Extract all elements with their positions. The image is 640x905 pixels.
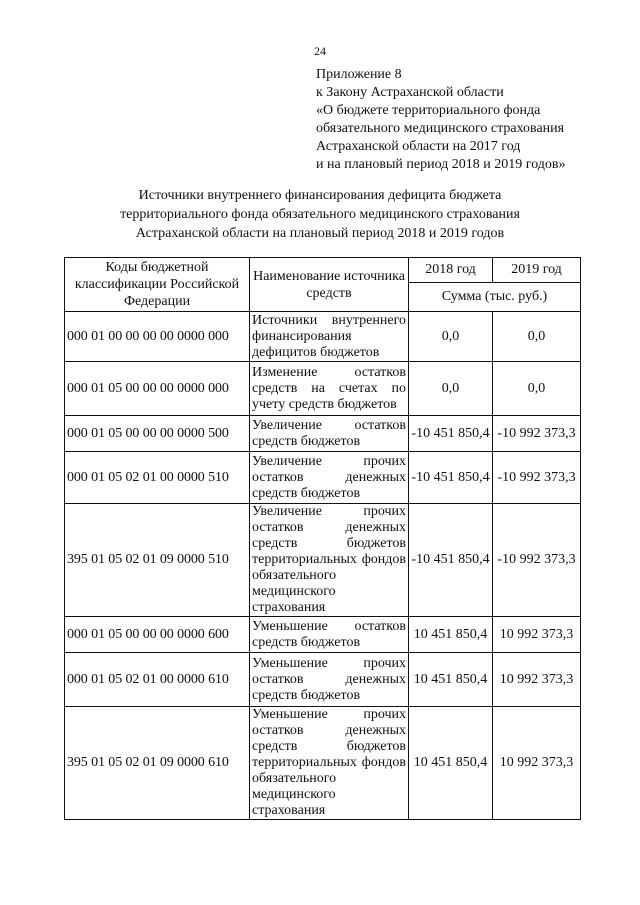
annex-line: Астраханской области на 2017 год [316,139,521,154]
row-value-2018: 10 451 850,4 [409,617,493,653]
annex-line: обязательного медицинского страхования [316,121,565,136]
title-line: территориального фонда обязательного медицинского страхования [120,207,520,222]
row-code: 000 01 05 02 01 00 0000 510 [65,452,250,504]
row-value-2019: -10 992 373,3 [493,416,581,452]
row-name: Уменьшение прочих остатков денежных средств бюджетов [250,653,409,707]
table-row [65,312,581,362]
row-code: 000 01 05 00 00 00 0000 600 [65,617,250,653]
row-value-2019: -10 992 373,3 [493,504,581,617]
row-value-2018: 0,0 [409,362,493,416]
page-number: 24 [314,44,326,58]
header-sum: Сумма (тыс. руб.) [409,283,581,312]
row-name: Увеличение остатков средств бюджетов [250,416,409,452]
annex-line: и на плановый период 2018 и 2019 годов» [316,157,566,172]
row-code: 000 01 05 02 01 00 0000 610 [65,653,250,707]
row-value-2019: -10 992 373,3 [493,452,581,504]
row-name: Увеличение прочих остатков денежных средств бюджетов [250,452,409,504]
annex-block [316,66,636,174]
row-code: 395 01 05 02 01 09 0000 610 [65,707,250,820]
annex-line: Приложение 8 [316,67,402,82]
document-title [0,186,640,243]
table-row [65,653,581,707]
row-value-2018: 0,0 [409,312,493,362]
row-value-2019: 10 992 373,3 [493,617,581,653]
row-code: 000 01 00 00 00 00 0000 000 [65,312,250,362]
title-line: Источники внутреннего финансирования дефицита бюджета [138,188,502,203]
row-code: 395 01 05 02 01 09 0000 510 [65,504,250,617]
row-name: Источники внутреннего финансирования дефицитов бюджетов [250,312,409,362]
header-year-2018: 2018 год [409,258,493,283]
table-row [65,362,581,416]
table-row [65,504,581,617]
title-line: Астраханской области на плановый период 2018 и 2019 годов [135,226,505,241]
table-row [65,416,581,452]
row-value-2018: -10 451 850,4 [409,416,493,452]
row-value-2019: 10 992 373,3 [493,653,581,707]
row-value-2019: 0,0 [493,362,581,416]
row-code: 000 01 05 00 00 00 0000 000 [65,362,250,416]
table-row [65,452,581,504]
table-row [65,707,581,820]
row-value-2018: 10 451 850,4 [409,707,493,820]
row-value-2019: 10 992 373,3 [493,707,581,820]
row-name: Уменьшение прочих остатков денежных средств бюджетов территориальных фондов обязательного медицинского страхования [250,707,409,820]
header-year-2019: 2019 год [493,258,581,283]
row-value-2018: 10 451 850,4 [409,653,493,707]
row-value-2019: 0,0 [493,312,581,362]
annex-line: к Закону Астраханской области [316,85,504,100]
header-code: Коды бюджетной классификации Российской Федерации [65,258,250,312]
row-name: Увеличение прочих остатков денежных средств бюджетов территориальных фондов обязательного медицинского страхования [250,504,409,617]
annex-line: «О бюджете территориального фонда [316,103,541,118]
row-name: Уменьшение остатков средств бюджетов [250,617,409,653]
table-row [65,617,581,653]
header-name: Наименование источника средств [250,258,409,312]
row-code: 000 01 05 00 00 00 0000 500 [65,416,250,452]
row-value-2018: -10 451 850,4 [409,504,493,617]
row-value-2018: -10 451 850,4 [409,452,493,504]
sources-table [64,257,581,820]
row-name: Изменение остатков средств на счетах по учету средств бюджетов [250,362,409,416]
